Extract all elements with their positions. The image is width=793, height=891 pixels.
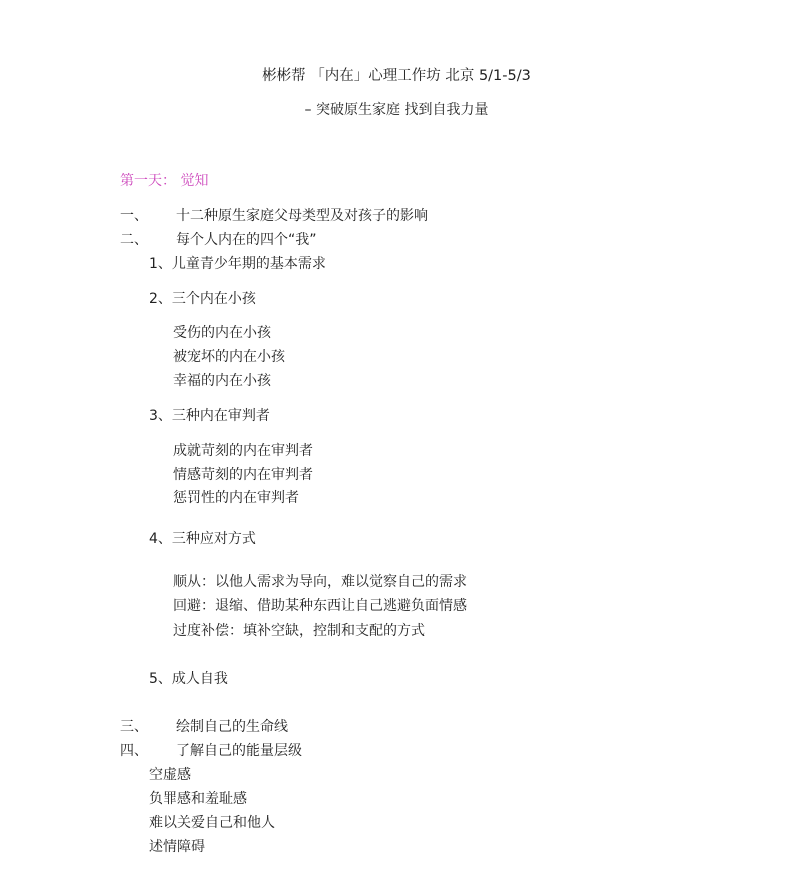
list-item: 幸福的内在小孩: [173, 373, 271, 389]
list-item: 空虚感: [149, 767, 191, 783]
section-text: 每个人内在的四个“我”: [176, 232, 317, 248]
list-item: 顺从：以他人需求为导向，难以觉察自己的需求: [173, 574, 467, 590]
section-text: 十二种原生家庭父母类型及对孩子的影响: [176, 208, 428, 224]
section-text: 绘制自己的生命线: [176, 719, 288, 735]
section-number: 一、: [120, 208, 148, 224]
list-item: 成就苛刻的内在审判者: [173, 443, 313, 459]
section-2: [120, 231, 317, 249]
section-text: 了解自己的能量层级: [176, 743, 302, 759]
page-title: 彬彬帮 「内在」心理工作坊 北京 5/1-5/3: [262, 68, 531, 84]
subsection-4: 4、三种应对方式: [149, 531, 256, 547]
day-heading: 第一天： 觉知: [120, 173, 209, 189]
section-1: [120, 207, 428, 225]
list-item: 受伤的内在小孩: [173, 325, 271, 341]
list-item: 述情障碍: [149, 839, 205, 855]
section-4: [120, 742, 302, 760]
list-item: 情感苛刻的内在审判者: [173, 467, 313, 483]
subsection-3: 3、三种内在审判者: [149, 408, 270, 424]
page-subtitle: – 突破原生家庭 找到自我力量: [304, 102, 489, 118]
list-item: 过度补偿：填补空缺，控制和支配的方式: [173, 623, 425, 639]
subsection-5: 5、成人自我: [149, 671, 228, 687]
section-number: 四、: [120, 743, 148, 759]
section-3: [120, 718, 288, 736]
list-item: 难以关爱自己和他人: [149, 815, 275, 831]
section-number: 二、: [120, 232, 148, 248]
list-item: 回避：退缩、借助某种东西让自己逃避负面情感: [173, 598, 467, 614]
list-item: 负罪感和羞耻感: [149, 791, 247, 807]
subsection-1: 1、儿童青少年期的基本需求: [149, 256, 326, 272]
list-item: 惩罚性的内在审判者: [173, 490, 299, 506]
section-number: 三、: [120, 719, 148, 735]
subsection-2: 2、三个内在小孩: [149, 291, 256, 307]
list-item: 被宠坏的内在小孩: [173, 349, 285, 365]
